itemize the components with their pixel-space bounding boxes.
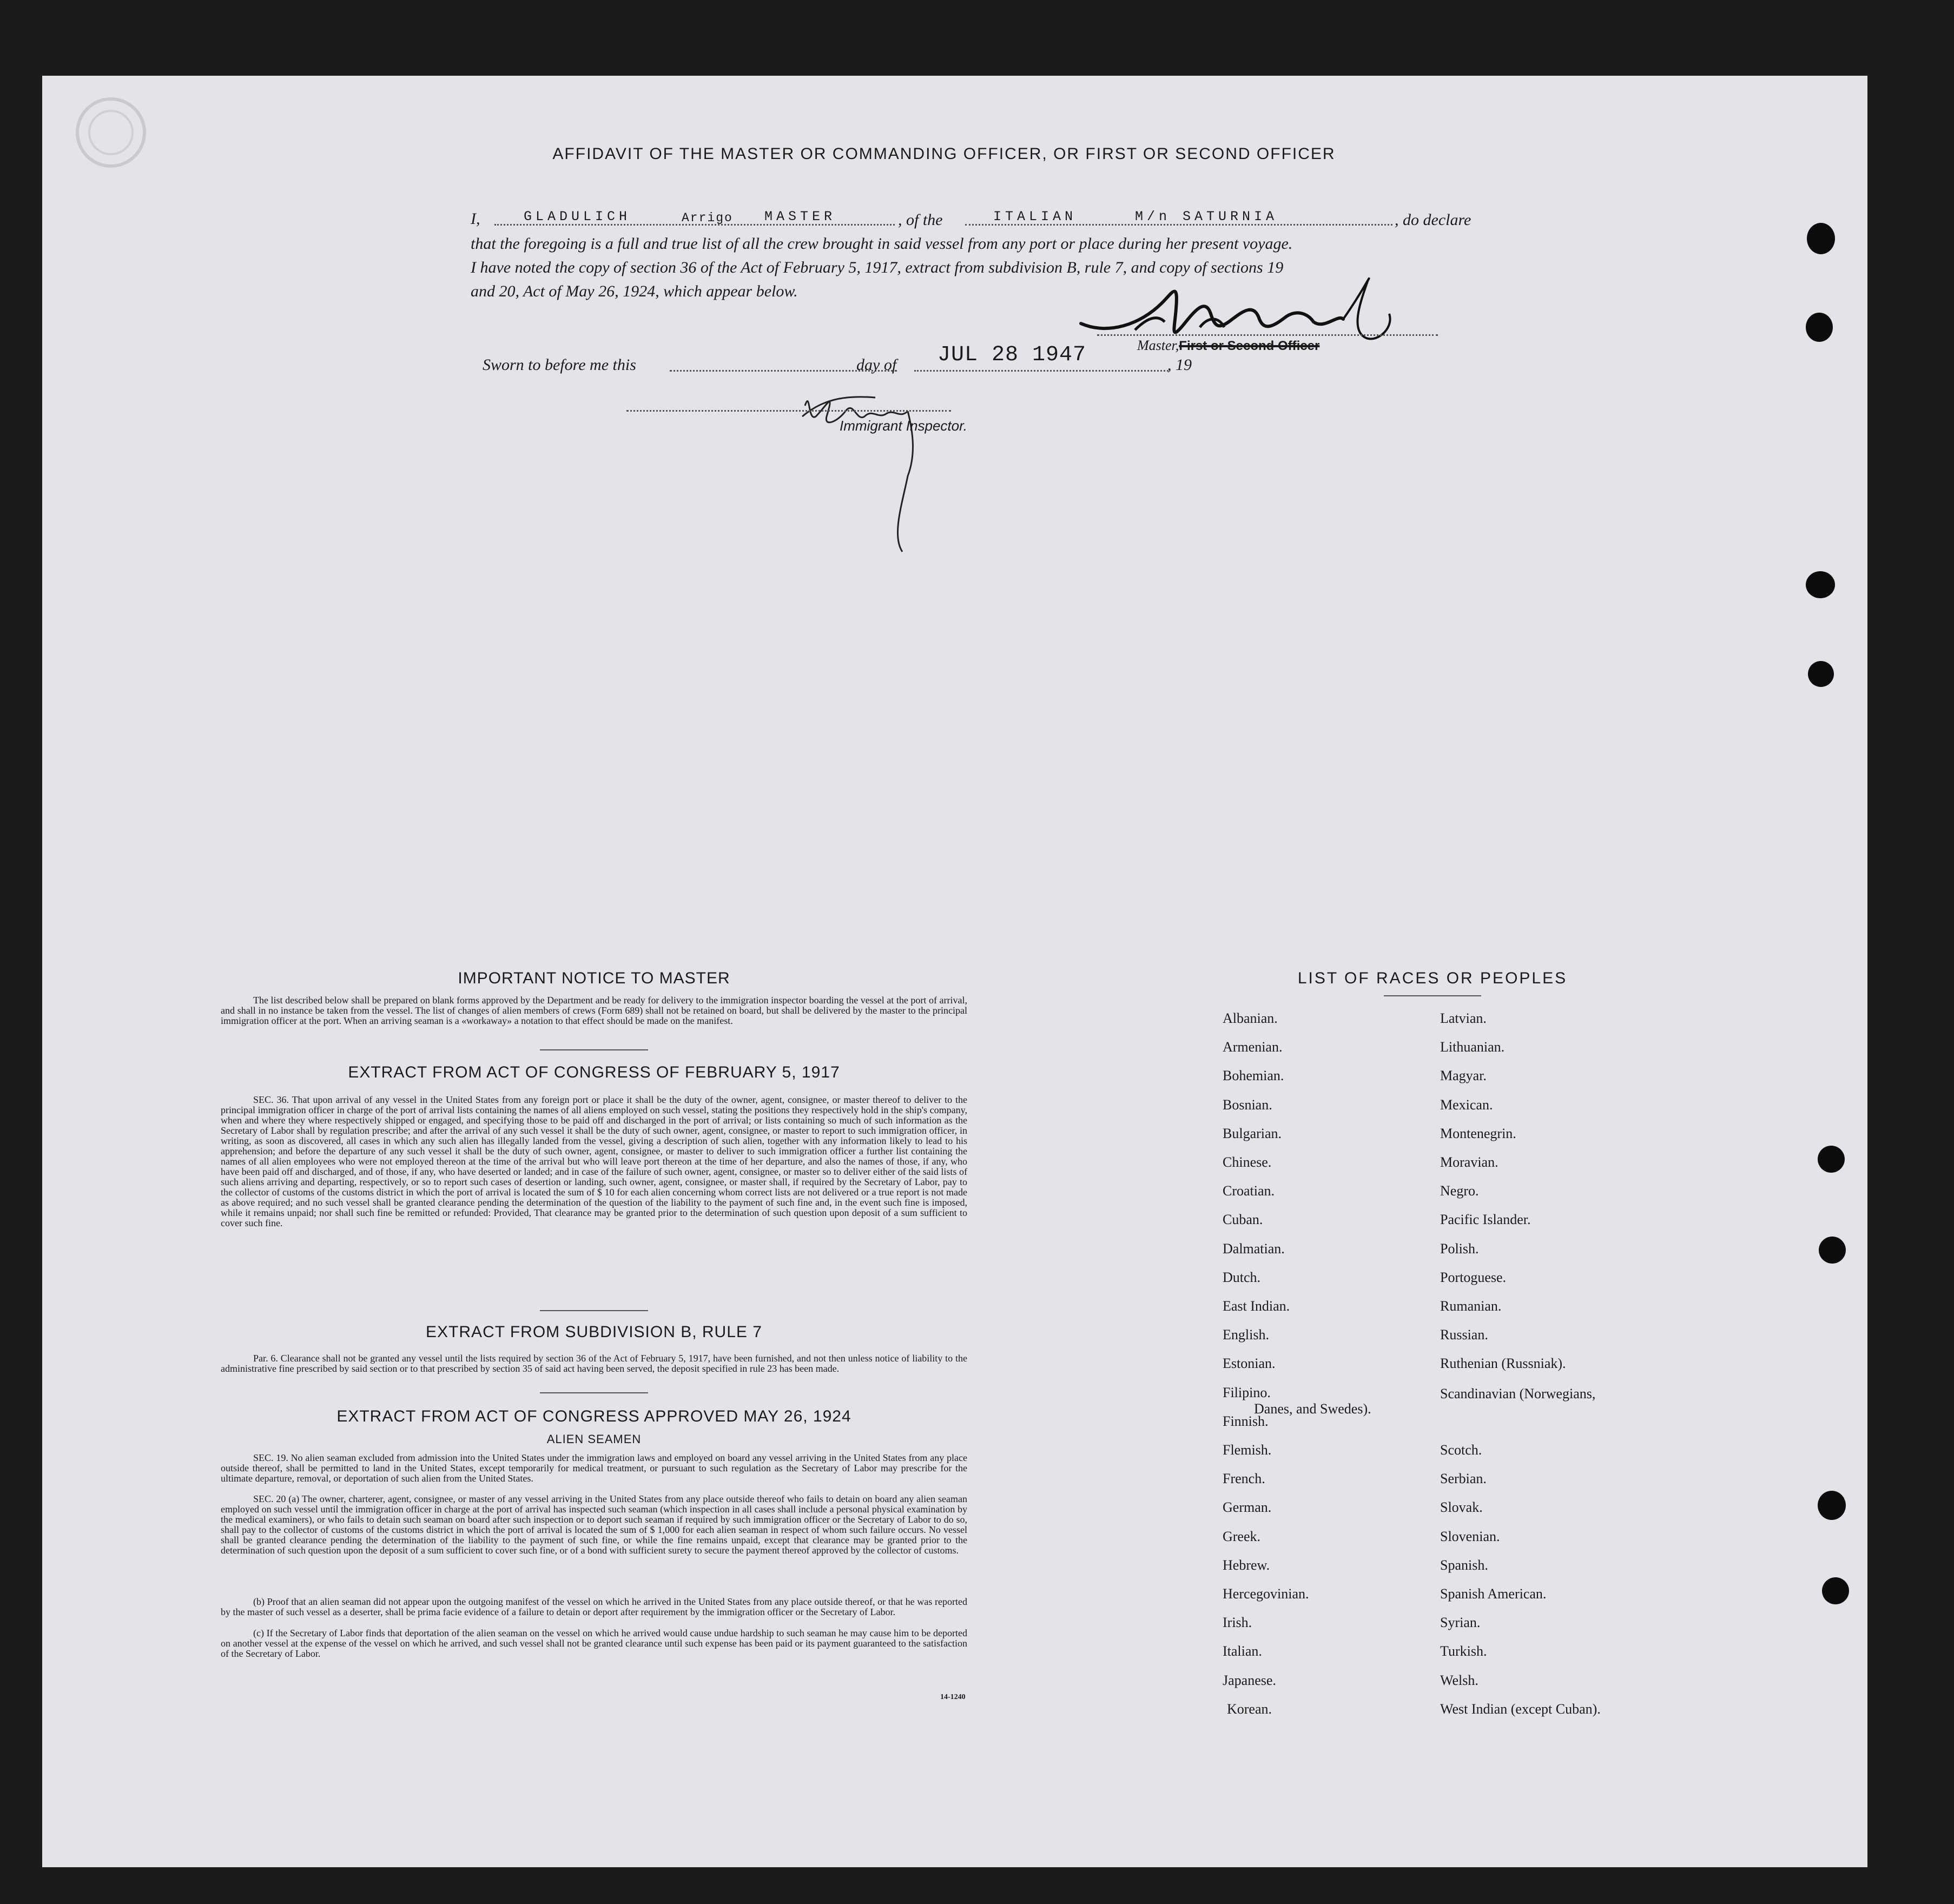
race-item: East Indian. — [1223, 1298, 1290, 1314]
race-item: Korean. — [1227, 1701, 1272, 1717]
punch-hole — [1806, 313, 1833, 342]
race-item: West Indian (except Cuban). — [1440, 1701, 1601, 1717]
race-item: Scandinavian (Norwegians, — [1440, 1385, 1596, 1401]
race-item: Ruthenian (Russniak). — [1440, 1356, 1566, 1372]
do-declare-label: , do declare — [1395, 211, 1471, 229]
race-item: Cuban. — [1223, 1212, 1263, 1228]
race-item: Serbian. — [1440, 1471, 1487, 1487]
race-item: Russian. — [1440, 1327, 1488, 1343]
year-prefix: , 19 — [1167, 356, 1192, 374]
extract-1924-title: EXTRACT FROM ACT OF CONGRESS APPROVED MAY 26, 1924 — [336, 1407, 851, 1425]
extract-1917-title: EXTRACT FROM ACT OF CONGRESS OF FEBRUARY 5, 1917 — [348, 1063, 840, 1081]
race-item: Latvian. — [1440, 1010, 1487, 1026]
race-item: Scotch. — [1440, 1442, 1482, 1458]
race-item: Finnish. — [1223, 1413, 1269, 1429]
race-item: Dutch. — [1223, 1269, 1261, 1285]
divider — [540, 1392, 648, 1393]
race-item: Bohemian. — [1223, 1068, 1284, 1084]
day-of-label: day of — [856, 356, 897, 374]
race-item: Pacific Islander. — [1440, 1212, 1531, 1228]
form-number: 14-1240 — [940, 1693, 966, 1701]
vessel-nationality: ITALIAN — [993, 209, 1077, 224]
race-item: Estonian. — [1223, 1356, 1276, 1372]
race-item: Magyar. — [1440, 1068, 1487, 1084]
race-item: Mexican. — [1440, 1096, 1493, 1113]
sec-20c-body: (c) If the Secretary of Labor finds that deportation of the alien seaman on the vessel on which he arrived would cause undue hardship to such seaman he may cause him to be deported on another vessel at the expense of the vessel on which he arrived, and such vessel shall not be granted clearance until such expense has been paid or its payment guaranteed to the satisfaction of the Secretary of Labor. — [221, 1628, 967, 1659]
race-item: Filipino. — [1223, 1384, 1271, 1400]
inspector-signature — [745, 368, 973, 563]
affidavit-line-2: that the foregoing is a full and true list of all the crew brought in said vessel from any port or place during her present voyage. — [471, 235, 1293, 253]
inspector-signature-line — [626, 410, 951, 412]
race-item: Chinese. — [1223, 1154, 1272, 1170]
master-signature — [1070, 260, 1492, 379]
master-caption-struck: First or Second Officer — [1179, 339, 1320, 353]
divider — [540, 1310, 648, 1311]
race-item: Welsh. — [1440, 1672, 1478, 1688]
race-item: Albanian. — [1223, 1010, 1278, 1026]
divider — [1384, 995, 1481, 996]
race-item: Bosnian. — [1223, 1096, 1272, 1113]
affidavit-line-4: and 20, Act of May 26, 1924, which appear below. — [471, 282, 798, 300]
race-item: Irish. — [1223, 1615, 1252, 1631]
affidavit-line-3: I have noted the copy of section 36 of the Act of February 5, 1917, extract from subdivision B, rule 7, and copy of sections 19 — [471, 259, 1284, 276]
punch-hole — [1818, 1146, 1845, 1173]
extract-rule7-title: EXTRACT FROM SUBDIVISION B, RULE 7 — [426, 1323, 762, 1341]
notice-body: The list described below shall be prepared on blank forms approved by the Department and be ready for delivery to the immigration inspector boarding the vessel at the port of arrival, and shall in no instance be taken from the vessel. The list of changes of alien members of crews (Form 689) shall not be retained on board, but shall be delivered by the master to the principal immigration officer at the port. When an arriving seaman is a «workaway» a notation to that effect should be made on the manifest. — [221, 995, 967, 1026]
race-item: Portoguese. — [1440, 1269, 1507, 1285]
of-the-label: , of the — [898, 211, 943, 229]
race-item: Slovak. — [1440, 1499, 1483, 1516]
race-item: Japanese. — [1223, 1672, 1276, 1688]
race-item: Greek. — [1223, 1528, 1261, 1544]
race-item: Armenian. — [1223, 1039, 1283, 1055]
punch-hole — [1818, 1491, 1846, 1520]
race-item: Hebrew. — [1223, 1557, 1270, 1573]
race-item: Italian. — [1223, 1643, 1262, 1660]
notice-title: IMPORTANT NOTICE TO MASTER — [458, 969, 730, 987]
race-item: Moravian. — [1440, 1154, 1498, 1170]
master-surname: GLADULICH — [524, 209, 631, 224]
sworn-label: Sworn to before me this — [483, 356, 636, 374]
race-item: Croatian. — [1223, 1183, 1275, 1199]
sec-20b-body: (b) Proof that an alien seaman did not appear upon the outgoing manifest of the vessel on which he arrived in the United States from any place outside thereof, or that he was reported by the master of such vessel as a deserter, shall be prima facie evidence of a failure to detain or deport after requirement by the immigration officer or the Secretary of Labor. — [221, 1596, 967, 1617]
extract-1924-subtitle: ALIEN SEAMEN — [546, 1432, 642, 1446]
extract-1917-body: SEC. 36. That upon arrival of any vessel in the United States from any foreign port or place it shall be the duty of the owner, agent, consignee, or master thereof to deliver to the principal immigration officer in charge of the port of arrival lists containing the names of all aliens employed on such vessel, stating the positions they respectively hold in the ship's company, when and where they where respectively shipped or engaged, and specifying those to be paid off and discharged in the port of arrival; or lists containing so much of such information as the Secretary of Labor shall by regulation prescribe; and after the arrival of any such vessel it shall be the duty of such owner, agent, consignee, or master to report to such immigration officer, in writing, as soon as discovered, all cases in which any such alien has illegally landed from the vessel, giving a description of such alien, together with any information likely to lead to his apprehension; and before the departure of any such vessel it shall be the duty of such owner, agent, consignee, or master to deliver to such immigration officer a further list containing the names of all alien employees who were not employed thereon at the time of the arrival but who will leave port thereon at the time of her departure, and also the names of those, if any, who have been paid off and discharged, and of those, if any, who have deserted or landed; and in case of the failure of such owner, agent, consignee, or master so to deliver either of the said lists of such aliens arriving and departing, respectively, or so to report such cases of desertion or landing, such owner, agent, consignee, or master shall, if required by the Secretary of Labor, pay to the collector of customs of the customs district in which the port of arrival is located the sum of $ 10 for each alien concerning whom correct lists are not delivered or a true report is not made as above required; and no such vessel shall be granted clearance pending the determination of the question of the liability to the payment of such fine and, in the event such fine is imposed, while it remains unpaid; nor shall such fine be remitted or refunded: Provided, That clearance may be granted prior to the determination of such question upon deposit of a sum sufficient to cover such fine. — [221, 1094, 967, 1228]
race-item: Syrian. — [1440, 1615, 1481, 1631]
race-item: Bulgarian. — [1223, 1125, 1282, 1141]
race-item: Slovenian. — [1440, 1528, 1500, 1544]
divider — [540, 1049, 648, 1050]
race-item: Spanish. — [1440, 1557, 1488, 1573]
race-item: French. — [1223, 1471, 1265, 1487]
inspector-caption: Immigrant Inspector. — [840, 418, 968, 434]
race-item: Negro. — [1440, 1183, 1479, 1199]
master-signature-line — [1097, 334, 1438, 336]
punch-hole — [1807, 223, 1835, 254]
punch-hole — [1806, 571, 1835, 598]
master-caption — [1137, 338, 1440, 354]
master-caption-label: Master, — [1137, 338, 1179, 353]
race-item: Turkish. — [1440, 1643, 1487, 1660]
seal-watermark — [70, 92, 151, 173]
sec-19-body: SEC. 19. No alien seaman excluded from admission into the United States under the immigration laws and employed on board any vessel arriving in the United States from any place outside thereof, shall be permitted to land in the United States, except temporarily for medical treatment, or pursuant to such regulation as the Secretary of Labor may prescribe for the ultimate departure, removal, or deportation of such alien from the United States. — [221, 1452, 967, 1484]
race-item: German. — [1223, 1499, 1272, 1516]
race-item: Danes, and Swedes). — [1254, 1400, 1371, 1417]
race-item: Rumanian. — [1440, 1298, 1502, 1314]
race-item: Polish. — [1440, 1240, 1479, 1257]
punch-hole — [1808, 661, 1834, 687]
master-given-name: Arrigo — [682, 211, 733, 225]
affidavit-title: AFFIDAVIT OF THE MASTER OR COMMANDING OFFICER, OR FIRST OR SECOND OFFICER — [552, 145, 1336, 163]
race-item: English. — [1223, 1327, 1269, 1343]
sec-20a-body: SEC. 20 (a) The owner, charterer, agent, consignee, or master of any vessel arriving in the United States from any place outside thereof who fails to detain on board any alien seaman employed on such vessel until the immigration officer in charge at the port of arrival has inspected such seaman (which inspection in all cases shall include a personal physical examination by the medical examiners), or who fails to detain such seaman on board after such inspection or to deport such seaman if required by such immigration officer or the Secretary of Labor to do so, shall pay to the collector of customs of the customs district in which the port of arrival is located the sum of $ 1,000 for each alien seaman in respect of whom such failure occurs. No vessel shall be granted clearance pending the determination of the liability to the payment of such fine, or while the fine remains unpaid, except that clearance may be granted prior to the determination of such question upon the deposit of a sum sufficient to cover such fine, or of a bond with sufficient surety to secure the payment thereof approved by the collector of customs. — [221, 1493, 967, 1556]
punch-hole — [1822, 1577, 1849, 1604]
races-title: LIST OF RACES OR PEOPLES — [1297, 969, 1568, 987]
race-item: Flemish. — [1223, 1442, 1272, 1458]
extract-rule7-body: Par. 6. Clearance shall not be granted any vessel until the lists required by section 36 of the Act of February 5, 1917, have been furnished, and not then unless notice of liability to the administrative fine prescribed by said section or to that prescribed by section 35 of said act having been served, the deposit specified in rule 23 has been made. — [221, 1353, 967, 1374]
document-page — [42, 76, 1867, 1867]
vessel-name: M/n SATURNIA — [1135, 209, 1278, 224]
line1-prefix: I, — [471, 210, 480, 228]
race-item: Hercegovinian. — [1223, 1586, 1309, 1602]
punch-hole — [1819, 1237, 1846, 1264]
race-item: Spanish American. — [1440, 1586, 1547, 1602]
master-rank: MASTER — [764, 209, 836, 224]
race-item: Lithuanian. — [1440, 1039, 1505, 1055]
race-item: Dalmatian. — [1223, 1240, 1285, 1257]
date-stamp: JUL 28 1947 — [938, 343, 1087, 367]
race-item: Montenegrin. — [1440, 1125, 1516, 1141]
